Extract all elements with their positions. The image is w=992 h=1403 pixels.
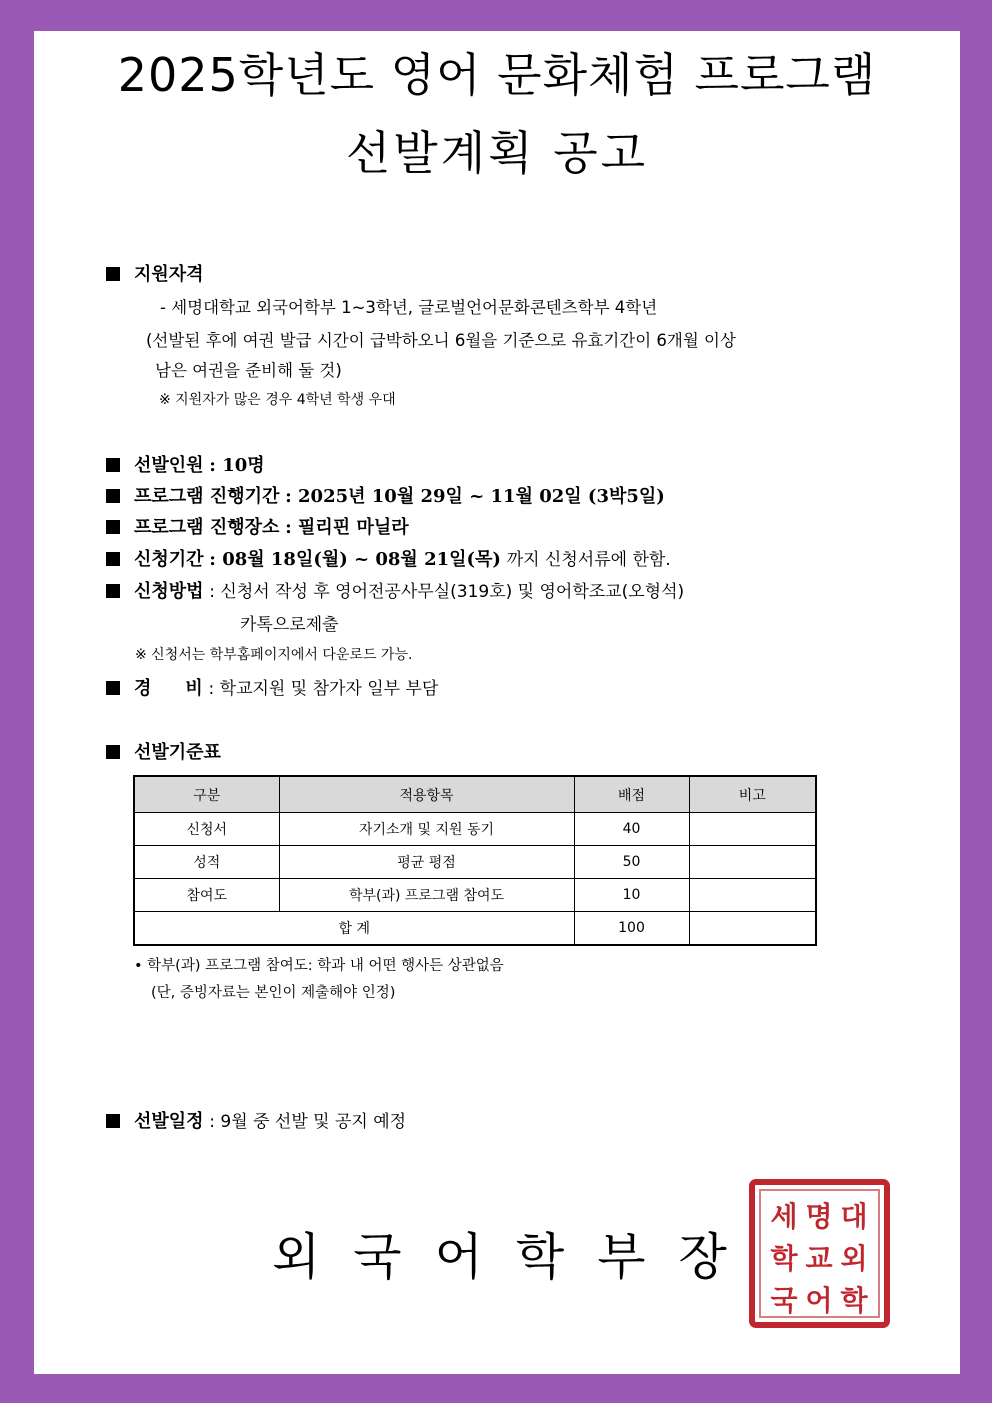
page-title: 2025학년도 영어 문화체험 프로그램 [117,48,877,102]
notice-page [34,31,960,1374]
total-label: 합 계 [134,912,574,946]
criteria-note-2: (단, 증빙자료는 본인이 제출해야 인정) [151,985,396,1001]
count-value: : 10명 [209,455,265,476]
apply-period-value: : 08월 18일(월) ~ 08월 21일(목) [209,549,501,570]
cost-label-a: 경 [134,678,152,699]
method-value-1: : 신청서 작성 후 영어전공사무실(319호) 및 영어학조교(오형석) [209,582,685,602]
cost-value: : 학교지원 및 참가자 일부 부담 [208,679,439,699]
method-value-2: 카톡으로제출 [240,615,339,635]
table-total-row [134,912,816,946]
table-cell: 학부(과) 프로그램 참여도 [279,879,574,912]
table-cell: 참여도 [134,879,279,912]
square-bullet-icon [106,458,120,472]
table-header-cell: 구분 [134,776,279,813]
table-row [134,879,816,912]
section-method [106,577,684,603]
section-cost [106,674,438,700]
section-criteria [106,738,221,764]
section-schedule [106,1107,406,1133]
official-seal-icon [748,1178,891,1329]
eligibility-note-1: (선발된 후에 여권 발급 시간이 급박하오니 6월을 기준으로 유효기간이 6개월 이상 [146,331,736,350]
table-header-cell: 배점 [574,776,689,813]
criteria-table [133,775,817,946]
page-subtitle: 선발계획 공고 [345,126,649,180]
total-value: 100 [574,912,689,946]
criteria-heading: 선발기준표 [134,742,221,763]
signer-name: 외국어학부장 [272,1228,760,1286]
apply-period-suffix: 까지 신청서류에 한함. [506,550,671,570]
table-row [134,846,816,879]
section-eligibility [106,260,204,286]
count-label: 선발인원 [134,455,204,476]
table-row [134,813,816,846]
square-bullet-icon [106,520,120,534]
table-cell: 성적 [134,846,279,879]
square-bullet-icon [106,681,120,695]
schedule-value: : 9월 중 선발 및 공지 예정 [209,1112,407,1132]
seal-char: 학 [840,1284,868,1317]
table-cell [689,813,816,846]
square-bullet-icon [106,489,120,503]
method-label: 신청방법 [134,581,204,602]
seal-char: 세 [770,1200,798,1233]
table-cell: 신청서 [134,813,279,846]
cost-label-b: 비 [185,678,203,699]
table-cell: 10 [574,879,689,912]
seal-char: 국 [770,1284,798,1317]
eligibility-priority-note: ※ 지원자가 많은 경우 4학년 학생 우대 [159,392,396,408]
section-apply-period [106,545,671,571]
table-cell [689,879,816,912]
seal-char: 어 [805,1284,833,1317]
square-bullet-icon [106,1114,120,1128]
place-value: : 필리핀 마닐라 [285,517,409,538]
method-note: ※ 신청서는 학부홈페이지에서 다운로드 가능. [135,647,413,663]
table-cell: 평균 평점 [279,846,574,879]
square-bullet-icon [106,552,120,566]
eligibility-note-2: 남은 여권을 준비해 둘 것) [155,361,342,380]
section-period [106,482,665,508]
place-label: 프로그램 진행장소 [134,517,280,538]
section-place [106,513,409,539]
table-header-cell: 비고 [689,776,816,813]
square-bullet-icon [106,584,120,598]
square-bullet-icon [106,267,120,281]
table-cell: 50 [574,846,689,879]
period-value: : 2025년 10월 29일 ~ 11월 02일 (3박5일) [285,486,665,507]
criteria-note-1: • 학부(과) 프로그램 참여도: 학과 내 어떤 행사든 상관없음 [134,958,504,974]
table-cell: 자기소개 및 지원 동기 [279,813,574,846]
seal-char: 외 [840,1242,868,1275]
seal-char: 교 [805,1242,833,1275]
seal-char: 대 [840,1200,868,1233]
table-header-row [134,776,816,813]
table-cell [689,846,816,879]
table-header-cell: 적용항목 [279,776,574,813]
seal-char: 학 [770,1242,798,1275]
schedule-label: 선발일정 [134,1111,204,1132]
eligibility-detail: - 세명대학교 외국어학부 1~3학년, 글로벌언어문화콘텐츠학부 4학년 [160,298,658,317]
table-cell: 40 [574,813,689,846]
apply-period-label: 신청기간 [134,549,204,570]
eligibility-heading: 지원자격 [134,264,204,285]
square-bullet-icon [106,745,120,759]
period-label: 프로그램 진행기간 [134,486,280,507]
section-count [106,451,265,477]
table-cell [689,912,816,946]
seal-char: 명 [805,1200,833,1233]
